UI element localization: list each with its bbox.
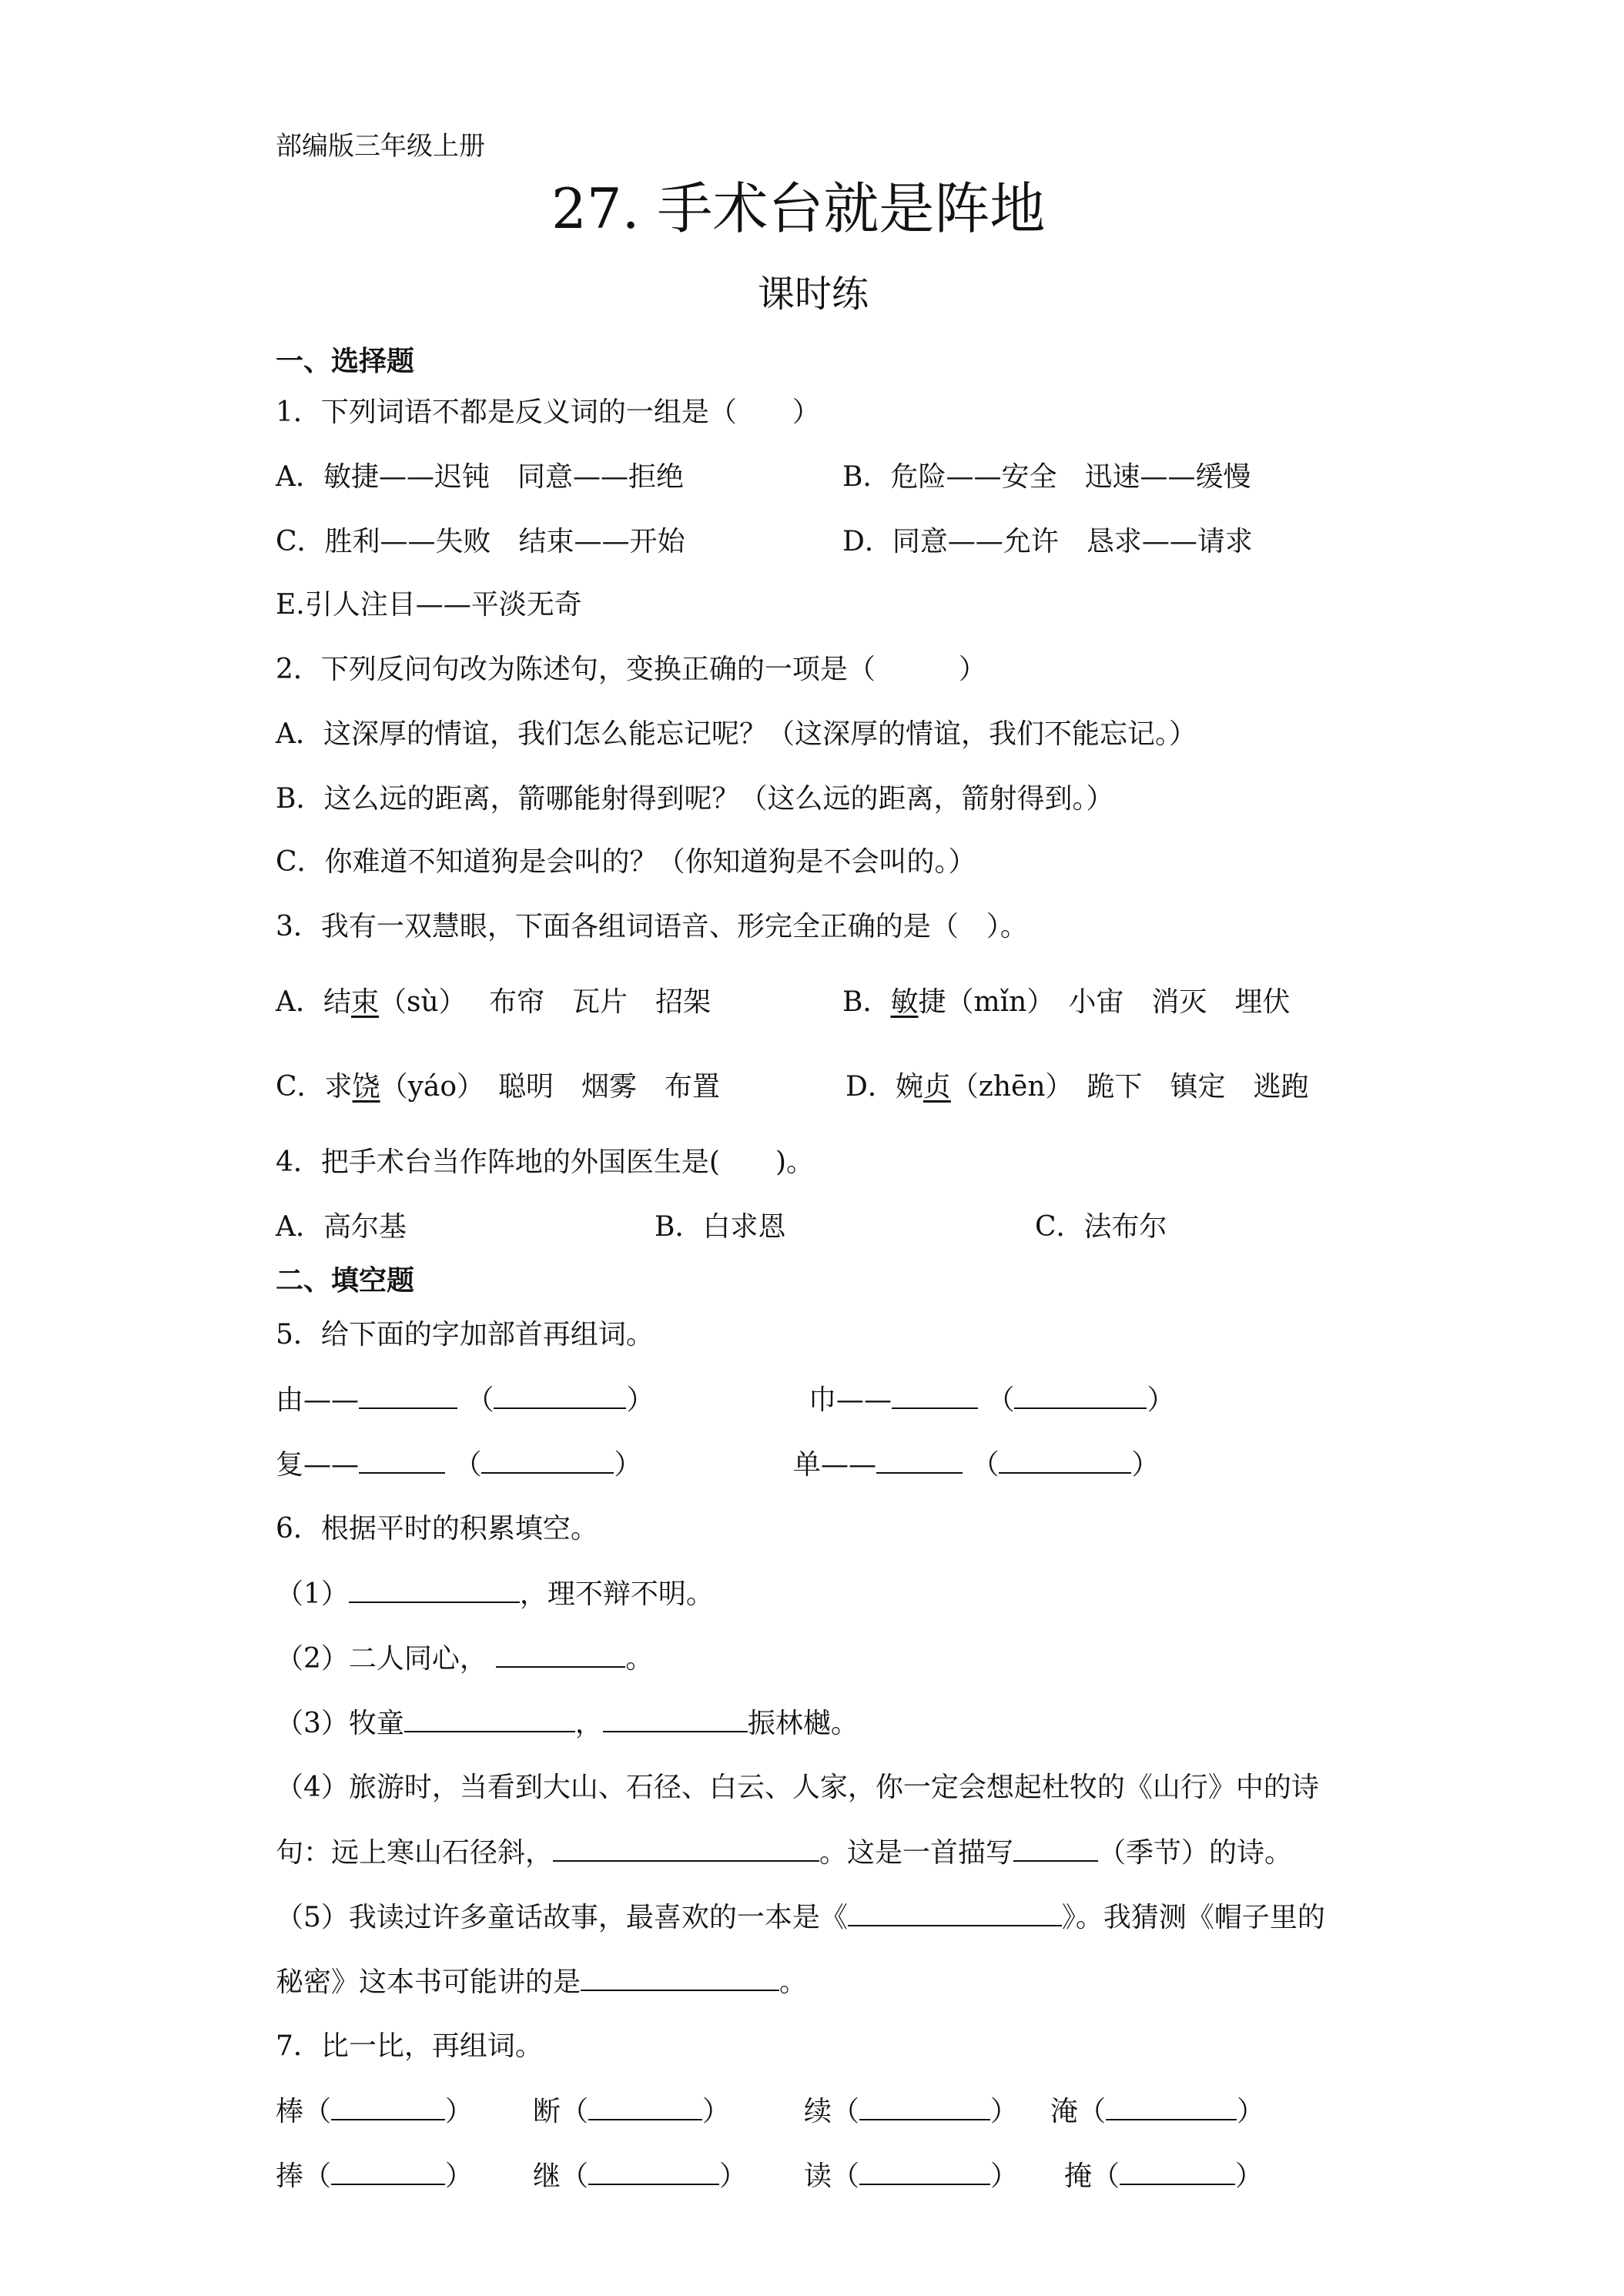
item-char: 掩 — [1064, 2160, 1093, 2192]
question-7-stem: 7．比一比，再组词。 — [276, 2030, 543, 2062]
open-paren: （ — [303, 2160, 332, 2192]
word-blank[interactable] — [588, 2157, 719, 2185]
answer-blank[interactable] — [496, 1640, 625, 1668]
open-paren: （ — [561, 2160, 589, 2192]
question-3-stem: 3．我有一双慧眼，下面各组词语音、形完全正确的是（ ）。 — [276, 911, 1028, 942]
radical-blank[interactable] — [892, 1381, 978, 1409]
close-paren: ） — [1237, 2096, 1265, 2127]
open-paren: （ — [986, 1384, 1015, 1416]
open-paren: （ — [454, 1449, 482, 1481]
question-3-option-d — [845, 1069, 1309, 1106]
open-paren: （ — [1078, 2096, 1107, 2127]
question-2-stem: 2．下列反问句改为陈述句，变换正确的一项是（ ） — [276, 654, 986, 685]
part-label: （1） — [276, 1578, 349, 1610]
option-text: 捷（mǐn） 小宙 消灭 埋伏 — [918, 986, 1291, 1018]
answer-blank[interactable] — [404, 1705, 575, 1732]
item-char: 由—— — [276, 1384, 360, 1416]
question-1-stem: 1．下列词语不都是反义词的一组是（ ） — [276, 397, 820, 428]
page-subtitle: 课时练 — [758, 273, 869, 316]
answer-blank[interactable] — [1013, 1834, 1098, 1862]
question-1-option-a: A．敏捷——迟钝 同意——拒绝 — [276, 461, 684, 493]
question-5-item — [809, 1381, 1175, 1419]
option-label: B． — [842, 986, 891, 1018]
word-blank[interactable] — [859, 2093, 990, 2120]
word-blank[interactable] — [1120, 2157, 1235, 2185]
question-6-part-2 — [276, 1640, 653, 1678]
question-3-option-b — [842, 984, 1290, 1021]
underlined-char: 饶 — [352, 1071, 380, 1103]
question-1-option-d: D．同意——允许 恳求——请求 — [842, 526, 1253, 557]
section-heading-fill: 二、填空题 — [276, 1265, 415, 1297]
question-2-option-c: C．你难道不知道狗是会叫的？（你知道狗是不会叫的。） — [276, 846, 976, 878]
part-text: 振林樾。 — [747, 1708, 859, 1739]
part-text: （2）二人同心， — [276, 1643, 487, 1675]
question-1-option-e: E.引人注目——平淡无奇 — [276, 589, 582, 621]
word-blank[interactable] — [1106, 2093, 1237, 2120]
part-text: ， — [574, 1708, 603, 1739]
item-char: 棒 — [276, 2096, 304, 2127]
open-paren: （ — [303, 2096, 332, 2127]
part-text: （5）我读过许多童话故事，最喜欢的一本是《 — [276, 1902, 848, 1933]
word-blank[interactable] — [859, 2157, 990, 2185]
question-6-part-4-line-2 — [276, 1834, 1292, 1872]
word-blank[interactable] — [331, 2093, 445, 2120]
item-char: 淹 — [1050, 2096, 1079, 2127]
part-text: 。 — [625, 1643, 654, 1675]
word-blank[interactable] — [494, 1381, 626, 1409]
item-char: 巾—— — [809, 1384, 892, 1416]
answer-blank[interactable] — [349, 1575, 520, 1603]
part-text: （季节）的诗。 — [1098, 1837, 1293, 1869]
close-paren: ） — [1235, 2160, 1264, 2192]
question-6-part-4-line-1: （4）旅游时，当看到大山、石径、白云、人家，你一定会想起杜牧的《山行》中的诗 — [276, 1772, 1319, 1803]
question-4-option-a: A．高尔基 — [276, 1211, 407, 1243]
item-char: 继 — [533, 2160, 561, 2192]
part-text: （3）牧童 — [276, 1708, 404, 1739]
answer-blank[interactable] — [581, 1963, 779, 1991]
question-4-option-c: C．法布尔 — [1035, 1211, 1167, 1243]
item-char: 单—— — [793, 1449, 877, 1481]
question-2-option-b: B．这么远的距离，箭哪能射得到呢？（这么远的距离，箭射得到。） — [276, 783, 1114, 815]
close-paren: ） — [719, 2160, 748, 2192]
radical-blank[interactable] — [876, 1446, 963, 1474]
question-6-stem: 6．根据平时的积累填空。 — [276, 1513, 598, 1545]
part-text: 》。我猜测《帽子里的 — [1061, 1902, 1325, 1933]
close-paren: ） — [445, 2096, 474, 2127]
underlined-char: 束 — [351, 986, 380, 1018]
word-blank[interactable] — [1014, 1381, 1147, 1409]
part-text: ，理不辩不明。 — [519, 1578, 714, 1610]
option-text: （zhēn） 跪下 镇定 逃跑 — [950, 1071, 1309, 1103]
close-paren: ） — [626, 1384, 655, 1416]
part-text: 。这是一首描写 — [819, 1837, 1014, 1869]
question-1-option-b: B．危险——安全 迅速——缓慢 — [842, 461, 1251, 493]
edition-label: 部编版三年级上册 — [276, 131, 485, 162]
option-text: （sù） 布帘 瓦片 招架 — [379, 986, 712, 1018]
question-2-option-a: A．这深厚的情谊，我们怎么能忘记呢？（这深厚的情谊，我们不能忘记。） — [276, 718, 1197, 750]
option-text: （yáo） 聪明 烟雾 布置 — [380, 1071, 721, 1103]
question-4-stem: 4．把手术台当作阵地的外国医生是( )。 — [276, 1146, 814, 1178]
compare-item — [276, 2093, 473, 2130]
question-5-item — [276, 1446, 642, 1484]
question-6-part-1 — [276, 1575, 714, 1613]
word-blank[interactable] — [588, 2093, 702, 2120]
open-paren: （ — [561, 2096, 589, 2127]
compare-item — [1064, 2157, 1263, 2195]
word-blank[interactable] — [999, 1446, 1131, 1474]
option-label: C．求 — [276, 1071, 353, 1103]
close-paren: ） — [1147, 1384, 1175, 1416]
item-char: 读 — [804, 2160, 832, 2192]
close-paren: ） — [1131, 1449, 1160, 1481]
open-paren: （ — [971, 1449, 1000, 1481]
word-blank[interactable] — [481, 1446, 614, 1474]
close-paren: ） — [702, 2096, 731, 2127]
word-blank[interactable] — [331, 2157, 445, 2185]
question-6-part-5-line-1 — [276, 1899, 1325, 1936]
close-paren: ） — [990, 2160, 1019, 2192]
answer-blank[interactable] — [848, 1899, 1062, 1926]
radical-blank[interactable] — [359, 1381, 457, 1409]
compare-item — [533, 2157, 747, 2195]
question-3-option-a — [276, 984, 711, 1021]
compare-item — [533, 2093, 730, 2130]
part-text: 句：远上寒山石径斜， — [276, 1837, 554, 1869]
page-title: 27. 手术台就是阵地 — [551, 176, 1046, 241]
compare-item — [1050, 2093, 1264, 2130]
question-4-option-b: B．白求恩 — [655, 1211, 786, 1243]
underlined-char: 敏 — [890, 986, 919, 1018]
question-5-stem: 5．给下面的字加部首再组词。 — [276, 1319, 654, 1350]
open-paren: （ — [1092, 2160, 1120, 2192]
compare-item — [804, 2093, 1018, 2130]
close-paren: ） — [445, 2160, 474, 2192]
open-paren: （ — [832, 2096, 860, 2127]
item-char: 捧 — [276, 2160, 304, 2192]
question-5-item — [793, 1446, 1160, 1484]
item-char: 复—— — [276, 1449, 360, 1481]
section-heading-choice: 一、选择题 — [276, 346, 415, 377]
open-paren: （ — [832, 2160, 860, 2192]
compare-item — [276, 2157, 473, 2195]
question-1-option-c: C．胜利——失败 结束——开始 — [276, 526, 685, 557]
question-6-part-5-line-2 — [276, 1963, 807, 2001]
question-6-part-3 — [276, 1705, 859, 1742]
compare-item — [804, 2157, 1018, 2195]
part-text: 。 — [779, 1966, 808, 1998]
close-paren: ） — [990, 2096, 1019, 2127]
question-5-item — [276, 1381, 655, 1419]
option-label: D．婉 — [845, 1071, 923, 1103]
question-3-option-c — [276, 1069, 720, 1106]
open-paren: （ — [466, 1384, 494, 1416]
radical-blank[interactable] — [359, 1446, 445, 1474]
underlined-char: 贞 — [922, 1071, 951, 1103]
item-char: 续 — [804, 2096, 832, 2127]
option-label: A．结 — [276, 986, 351, 1018]
part-text: 秘密》这本书可能讲的是 — [276, 1966, 581, 1998]
answer-blank[interactable] — [603, 1705, 748, 1732]
item-char: 断 — [533, 2096, 561, 2127]
answer-blank[interactable] — [553, 1834, 819, 1862]
close-paren: ） — [614, 1449, 642, 1481]
